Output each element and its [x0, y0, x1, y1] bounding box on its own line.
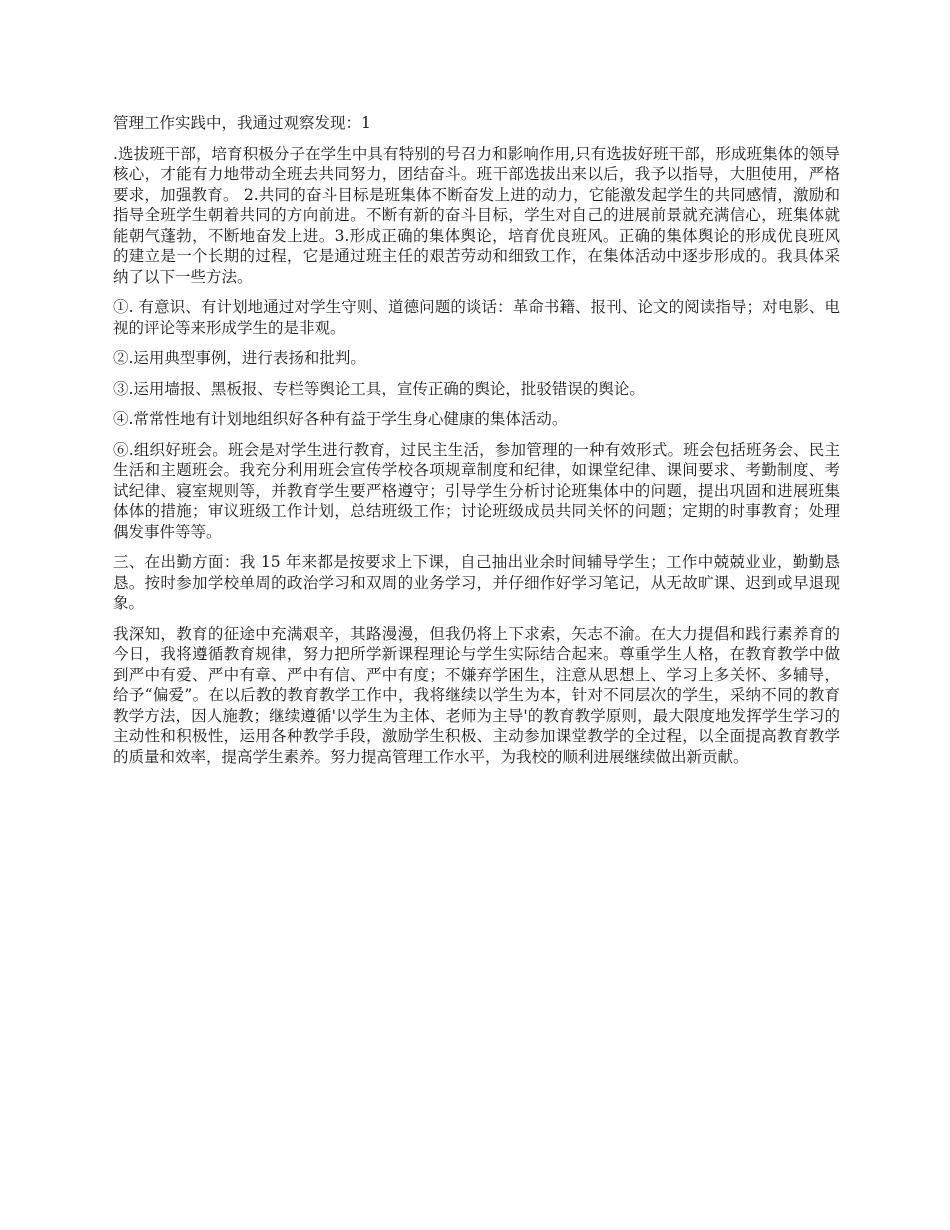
- list-item-1: ①. 有意识、有计划地通过对学生守则、道德问题的谈话：革命书籍、报刊、论文的阅读指导；对电影、电视的评论等来形成学生的是非观。: [113, 298, 840, 337]
- list-item-3: ③.运用墙报、黑板报、专栏等舆论工具，宣传正确的舆论，批驳错误的舆论。: [113, 379, 645, 398]
- attendance-paragraph: 三、在出勤方面：我 15 年来都是按要求上下课，自己抽出业余时间辅导学生；工作中兢兢业业，勤勤恳恳。按时参加学校单周的政治学习和双周的业务学习，并仔细作好学习笔记，从无故旷课、迟到或早退现象。: [113, 553, 840, 612]
- closing-paragraph: 我深知，教育的征途中充满艰辛，其路漫漫，但我仍将上下求索，矢志不渝。在大力提倡和践行素养育的今日，我将遵循教育规律，努力把所学新课程理论与学生实际结合起来。尊重学生人格，在教育教学中做到严中有爱、严中有章、严中有信、严中有度；不嫌弃学困生，注意从思想上、学习上多关怀、多辅导，给予“偏爱”。在以后教的教育教学工作中，我将继续以学生为本，针对不同层次的学生，采纳不同的教育教学方法，因人施教；继续遵循'以学生为主体、老师为主导'的教育教学原则，最大限度地发挥学生学习的主动性和积极性，运用各种教学手段，激励学生积极、主动参加课堂教学的全过程，以全面提高教育教学的质量和效率，提高学生素养。努力提高管理工作水平，为我校的顺利进展继续做出新贡献。: [113, 624, 840, 766]
- paragraph-class-leaders: .选拔班干部，培育积极分子在学生中具有特别的号召力和影响作用,只有选拔好班干部，形成班集体的领导核心，才能有力地带动全班去共同努力，团结奋斗。班干部选拔出来以后，我予以指导，大胆使用，严格要求，加强教育。 2.共同的奋斗目标是班集体不断奋发上进的动力，它能激发起学生的共同感情，激励和指导全班学生朝着共同的方向前进。不断有新的奋斗目标，学生对自己的进展前景就充满信心，班集体就能朝气蓬勃，不断地奋发上进。3.形成正确的集体舆论，培育优良班风。正确的集体舆论的形成优良班风的建立是一个长期的过程，它是通过班主任的艰苦劳动和细致工作，在集体活动中逐步形成的。我具体采纳了以下一些方法。: [113, 144, 840, 286]
- list-item-4: ④.常常性地有计划地组织好各种有益于学生身心健康的集体活动。: [113, 410, 568, 428]
- intro-paragraph: 管理工作实践中，我通过观察发现：1: [113, 114, 371, 132]
- list-item-6: ⑥.组织好班会。班会是对学生进行教育，过民主生活，参加管理的一种有效形式。班会包括班务会、民主生活和主题班会。我充分利用班会宣传学校各项规章制度和纪律，如课堂纪律、课间要求、考勤制度、考试纪律、寝室规则等，并教育学生要严格遵守；引导学生分析讨论班集体中的问题，提出巩固和进展班集体体的措施；审议班级工作计划，总结班级工作；讨论班级成员共同关怀的问题；定期的时事教育；处理偶发事件等等。: [113, 440, 840, 541]
- document-page: [113, 113, 840, 777]
- list-item-2: ②.运用典型事例，进行表扬和批判。: [113, 349, 366, 367]
